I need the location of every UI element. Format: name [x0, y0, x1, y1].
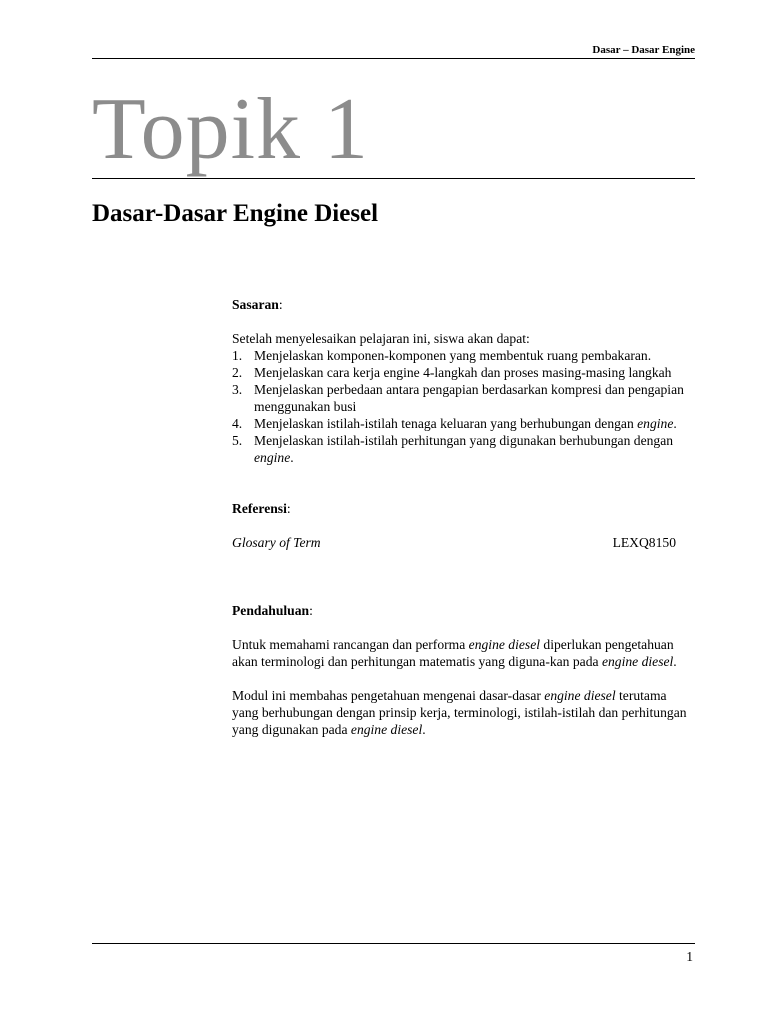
text-run: Menjelaskan istilah-istilah tenaga keluaran yang berhubungan dengan — [254, 416, 638, 431]
objective-text — [254, 382, 684, 414]
objective-item — [232, 347, 692, 364]
content-body — [232, 296, 692, 738]
text-run: . — [673, 654, 677, 669]
spacer — [232, 466, 692, 500]
text-run: Menjelaskan perbedaan antara pengapian berdasarkan kompresi dan pengapian menggunakan busi — [254, 382, 684, 414]
pendahuluan-label: Pendahuluan — [232, 603, 310, 618]
italic-term: engine — [254, 450, 291, 465]
spacer — [232, 619, 692, 636]
pendahuluan-paragraph-2 — [232, 687, 692, 738]
objective-item — [232, 381, 692, 415]
sasaran-intro: Setelah menyelesaikan pelajaran ini, siswa akan dapat: — [232, 331, 530, 346]
reference-entry — [232, 534, 676, 551]
reference-code: LEXQ8150 — [612, 535, 676, 550]
objective-number: 2. — [232, 365, 243, 380]
text-run: . — [290, 450, 294, 465]
italic-term: engine diesel — [350, 722, 423, 737]
objectives-list — [232, 347, 692, 466]
spacer — [232, 313, 692, 330]
text-run: Menjelaskan istilah-istilah perhitungan yang digunakan berhubungan dengan — [254, 433, 674, 448]
spacer — [232, 670, 692, 687]
italic-term: engine — [637, 416, 674, 431]
sasaran-label: Sasaran — [232, 297, 279, 312]
running-header: Dasar – Dasar Engine — [592, 44, 695, 56]
topic-label: Topik 1 — [92, 81, 370, 178]
spacer — [232, 517, 692, 534]
objective-text — [254, 433, 673, 465]
pendahuluan-paragraph-1 — [232, 636, 692, 670]
objective-number: 4. — [232, 416, 243, 431]
objective-text — [254, 348, 651, 363]
objective-number: 3. — [232, 382, 243, 397]
objective-item — [232, 364, 692, 381]
reference-title: Glosary of Term — [232, 535, 321, 550]
text-run: Untuk memahami rancangan dan performa — [232, 637, 469, 652]
topic-divider — [92, 178, 695, 179]
objective-text — [254, 416, 677, 431]
footer-divider — [92, 943, 695, 944]
objective-item — [232, 415, 692, 432]
header-divider — [92, 58, 695, 59]
objective-item — [232, 432, 692, 466]
italic-term: engine diesel — [544, 688, 616, 703]
pendahuluan-heading: Pendahuluan: — [232, 603, 313, 618]
text-run: diperlukan pengetahuan akan terminologi dan perhitungan matematis yang diguna-kan pada — [232, 637, 674, 669]
italic-term: engine diesel — [601, 654, 674, 669]
text-run: . — [673, 416, 677, 431]
page-number: 1 — [686, 949, 693, 964]
objective-text — [254, 365, 671, 380]
spacer — [232, 551, 692, 602]
text-run: . — [422, 722, 426, 737]
italic-term: engine diesel — [468, 637, 541, 652]
objective-number: 5. — [232, 433, 243, 448]
text-run: terutama yang berhubungan dengan prinsip kerja, terminologi, istilah-istilah dan perhitungan yang digunakan pada — [232, 688, 687, 737]
text-run: Menjelaskan cara kerja engine 4-langkah dan proses masing-masing langkah — [254, 365, 672, 380]
sasaran-heading: Sasaran: — [232, 297, 283, 312]
referensi-heading: Referensi: — [232, 501, 291, 516]
text-run: Modul ini membahas pengetahuan mengenai dasar-dasar — [232, 688, 545, 703]
objective-number: 1. — [232, 348, 243, 363]
referensi-label: Referensi — [232, 501, 287, 516]
text-run: Menjelaskan komponen-komponen yang membentuk ruang pembakaran. — [254, 348, 652, 363]
chapter-title: Dasar-Dasar Engine Diesel — [92, 200, 379, 227]
